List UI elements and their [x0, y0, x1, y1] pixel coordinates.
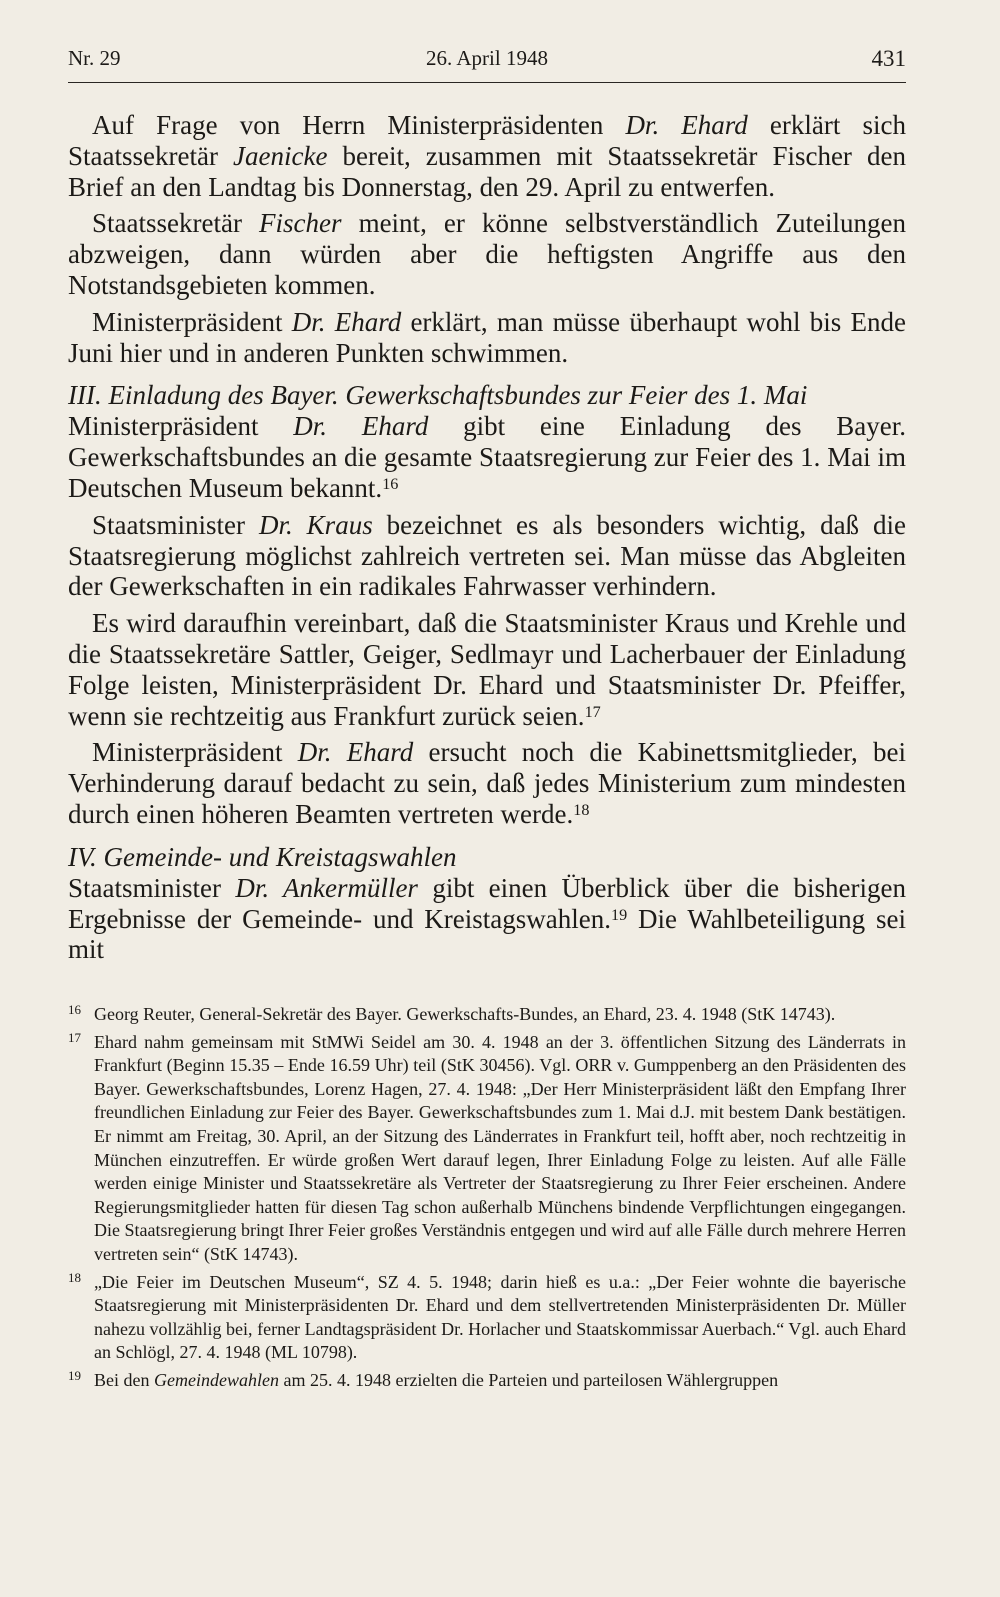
footnote-ref[interactable]: 19 — [611, 905, 628, 924]
text-run: Ministerpräsident — [92, 737, 298, 768]
text-run: erklärt, man müsse überhaupt wohl bis Ende Juni hier und in anderen Punkten schwimmen. — [68, 306, 906, 368]
main-text — [68, 110, 906, 971]
speaker-name: Dr. Ehard — [293, 411, 429, 442]
footnote — [68, 1271, 906, 1365]
text-run: gibt einen Überblick über die bisherigen Ergebnisse der Gemeinde- und Kreistagswahlen. — [68, 872, 906, 934]
footnote-number: 19 — [68, 1367, 81, 1383]
text-run: Auf Frage von Herrn Ministerpräsidenten — [92, 110, 626, 140]
paragraph — [68, 110, 906, 202]
section-heading: IV. Gemeinde- und Kreistagswahlen — [68, 841, 457, 872]
running-header — [68, 46, 906, 83]
speaker-name: Fischer — [259, 208, 342, 239]
paragraph — [68, 510, 906, 602]
paragraph — [68, 411, 906, 503]
paragraph — [68, 608, 906, 731]
speaker-name: Dr. Ehard — [625, 110, 748, 140]
footnote-ref[interactable]: 18 — [573, 800, 590, 819]
text-run: Die Wahlbeteiligung sei mit — [68, 903, 907, 965]
text-run: ersucht noch die Kabinettsmitglieder, bei Verhinderung darauf bedacht zu sein, daß jedes Ministerium zum mindesten durch einen höheren Beamten vertreten werde. — [68, 737, 906, 829]
text-run: Staatsminister — [68, 872, 236, 903]
footnote — [68, 1031, 906, 1267]
text-run: Es wird daraufhin vereinbart, daß die Staatsminister Kraus und Krehle und die Staatssekretäre Sattler, Geiger, Sedlmayr und Lacherbauer der Einladung Folge leisten, Ministerpräsident Dr. Ehard und Staatsminister Dr. Pfeiffer, wenn sie rechtzeitig aus Frankfurt zurück seien. — [68, 608, 906, 731]
footnote-number: 17 — [68, 1029, 81, 1045]
paragraph — [68, 737, 906, 829]
speaker-name: Dr. Ankermüller — [235, 872, 418, 903]
speaker-name: Dr. Ehard — [297, 737, 414, 768]
footnote-number: 18 — [68, 1269, 81, 1285]
text-run: am 25. 4. 1948 erzielten die Parteien und parteilosen Wählergruppen — [278, 1369, 779, 1390]
emphasis: Gemeindewahlen — [154, 1369, 279, 1390]
document-number: Nr. 29 — [68, 46, 121, 70]
speaker-name: Jaenicke — [233, 140, 328, 171]
text-run: Staatssekretär — [92, 208, 260, 239]
text-run: meint, er könne selbstverständlich Zuteilungen abzweigen, dann würden aber die heftigsten Angriffe aus den Notstandsgebieten kommen. — [68, 208, 906, 300]
paragraph — [68, 307, 906, 369]
text-run: bezeichnet es als besonders wichtig, daß die Staatsregierung möglichst zahlreich vertreten sei. Man müsse das Abgleiten der Gewerkschaften in ein radikales Fahrwasser verhindern. — [68, 509, 906, 602]
footnote-text: „Die Feier im Deutschen Museum“, SZ 4. 5. 1948; darin hieß es u.a.: „Der Feier wohnte die bayerische Staatsregierung mit Ministerpräsidenten Dr. Ehard und dem stellvertretenden Ministerpräsidenten Dr. Müller nahezu vollzählig bei, ferner Landtagspräsident Dr. Horlacher und Staatskommissar Auerbach.“ Vgl. auch Ehard an Schlögl, 27. 4. 1948 (ML 10798). — [94, 1271, 906, 1363]
footnote-ref[interactable]: 16 — [382, 474, 399, 493]
footnote — [68, 1369, 906, 1393]
speaker-name: Dr. Kraus — [258, 509, 373, 540]
footnote-text — [94, 1370, 778, 1390]
footnote-number: 16 — [68, 1002, 81, 1017]
text-run: Bei den — [94, 1369, 154, 1390]
text-run: erklärt sich Staatssekretär — [68, 110, 906, 171]
text-run: Ministerpräsident — [68, 411, 294, 442]
speaker-name: Dr. Ehard — [291, 306, 402, 337]
footnotes — [68, 1003, 906, 1397]
page-number: 431 — [871, 46, 906, 71]
text-run: gibt eine Einladung des Bayer. Gewerkschaftsbundes an die gesamte Staatsregierung zur Feier des 1. Mai im Deutschen Museum bekannt. — [68, 411, 906, 503]
footnote-ref[interactable]: 17 — [584, 702, 601, 721]
footnote — [68, 1003, 906, 1027]
text-run: Ministerpräsident — [92, 306, 292, 337]
header-date: 26. April 1948 — [426, 46, 548, 70]
footnote-text: Ehard nahm gemeinsam mit StMWi Seidel am 30. 4. 1948 an der 3. öffentlichen Sitzung des Länderrats in Frankfurt (Beginn 15.35 – Ende 16.59 Uhr) teil (StK 30456). Vgl. ORR v. Gumppenberg an den Präsidenten des Bayer. Gewerkschaftsbundes, Lorenz Hagen, 27. 4. 1948: „Der Herr Ministerpräsident läßt den Empfang Ihrer freundlichen Einladung zur Feier des Bayer. Gewerkschaftsbundes zum 1. Mai d.J. mit bestem Dank bestätigen. Er nimmt am Freitag, 30. April, an der Sitzung des Länderrates in Frankfurt teil, hofft aber, noch rechtzeitig in München einzutreffen. Er würde großen Wert darauf legen, Ihrer Einladung Folge zu leisten. Auf alle Fälle werden einige Minister und Staatssekretäre als Vertreter der Staatsregierung zu Ihrer Feier erscheinen. Andere Regierungsmitglieder hatten für diesen Tag schon außerhalb Münchens bindende Verpflichtungen eingegangen. Die Staatsregierung bringt Ihrer Feier großes Verständnis entgegen und wird auf alle Fälle durch mehrere Herren vertreten sein“ (StK 14743). — [94, 1031, 906, 1264]
paragraph — [68, 208, 906, 300]
section-heading: III. Einladung des Bayer. Gewerkschaftsbundes zur Feier des 1. Mai — [68, 380, 808, 411]
text-run: Staatsminister — [92, 509, 259, 540]
footnote-text: Georg Reuter, General-Sekretär des Bayer. Gewerkschafts-Bundes, an Ehard, 23. 4. 1948 (StK 14743). — [94, 1004, 836, 1024]
paragraph — [68, 873, 906, 965]
text-run: bereit, zusammen mit Staatssekretär Fischer den Brief an den Landtag bis Donnerstag, den 29. April zu entwerfen. — [68, 140, 906, 202]
